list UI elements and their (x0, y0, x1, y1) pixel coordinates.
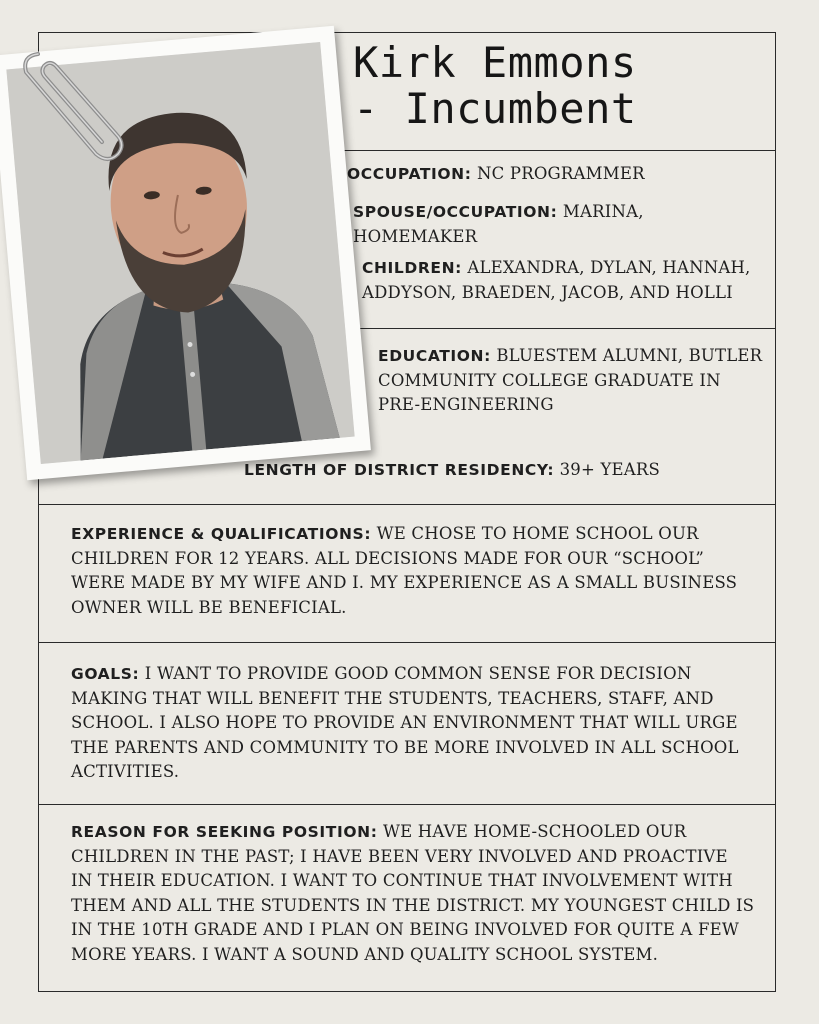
spouse-value-line2: HOMEMAKER (353, 226, 478, 246)
reason-line: WE HAVE HOME-SCHOOLED OUR (382, 822, 687, 841)
occupation-label: OCCUPATION: (347, 165, 472, 183)
divider-goals (38, 804, 776, 805)
residency-field (244, 458, 660, 483)
goals-line: ACTIVITIES. (71, 762, 180, 781)
education-value-line3: PRE-ENGINEERING (378, 395, 554, 414)
goals-label: GOALS: (71, 665, 140, 683)
education-value-line2: COMMUNITY COLLEGE GRADUATE IN (378, 370, 721, 390)
goals-line: I WANT TO PROVIDE GOOD COMMON SENSE FOR DECISION (144, 664, 692, 683)
goals-line: THE PARENTS AND COMMUNITY TO BE MORE INVOLVED IN ALL SCHOOL (71, 737, 739, 757)
education-label: EDUCATION: (378, 347, 491, 365)
experience-label: EXPERIENCE & QUALIFICATIONS: (71, 525, 372, 543)
children-value-line1: ALEXANDRA, DYLAN, HANNAH, (467, 258, 751, 277)
divider-residency (38, 504, 776, 505)
reason-line: MORE YEARS. I WANT A SOUND AND QUALITY SCHOOL SYSTEM. (71, 944, 659, 964)
education-value-line1: BLUESTEM ALUMNI, BUTLER (496, 346, 763, 365)
divider-experience (38, 642, 776, 643)
children-value-line2: ADDYSON, BRAEDEN, JACOB, AND HOLLI (362, 282, 733, 302)
residency-value: 39+ YEARS (559, 460, 661, 479)
goals-section (71, 662, 739, 785)
spouse-value-line1: MARINA, (562, 202, 644, 221)
occupation-field (347, 162, 645, 187)
children-label: CHILDREN: (362, 259, 462, 277)
reason-label: REASON FOR SEEKING POSITION: (71, 823, 378, 841)
reason-line: IN THEIR EDUCATION. I WANT TO CONTINUE THAT INVOLVEMENT WITH (71, 871, 733, 890)
goals-line: MAKING THAT WILL BENEFIT THE STUDENTS, TEACHERS, STAFF, AND (71, 688, 714, 708)
experience-section (71, 522, 737, 620)
experience-line: CHILDREN FOR 12 YEARS. ALL DECISIONS MADE FOR OUR “SCHOOL” (71, 548, 704, 568)
reason-line: CHILDREN IN THE PAST; I HAVE BEEN VERY INVOLVED AND PROACTIVE (71, 846, 728, 866)
goals-line: SCHOOL. I ALSO HOPE TO PROVIDE AN ENVIRONMENT THAT WILL URGE (71, 713, 738, 732)
reason-section (71, 820, 754, 967)
experience-line: WE CHOSE TO HOME SCHOOL OUR (376, 524, 699, 543)
spouse-field (353, 200, 644, 249)
divider-header (322, 150, 776, 151)
candidate-name-line1: Kirk Emmons (353, 38, 637, 87)
candidate-name-line2: - Incumbent (353, 84, 637, 133)
occupation-value: NC PROGRAMMER (476, 164, 645, 183)
reason-line: THEM AND ALL THE STUDENTS IN THE DISTRICT. MY YOUNGEST CHILD IS (71, 895, 755, 915)
experience-line: OWNER WILL BE BENEFICIAL. (71, 597, 347, 617)
reason-line: IN THE 10TH GRADE AND I PLAN ON BEING INVOLVED FOR QUITE A FEW (71, 920, 740, 939)
residency-label: LENGTH OF DISTRICT RESIDENCY: (244, 461, 555, 479)
candidate-name (353, 40, 753, 132)
education-field (378, 344, 762, 418)
paperclip-icon (10, 42, 130, 162)
experience-line: WERE MADE BY MY WIFE AND I. MY EXPERIENCE AS A SMALL BUSINESS (71, 573, 738, 592)
spouse-label: SPOUSE/OCCUPATION: (353, 203, 558, 221)
children-field (362, 256, 751, 305)
